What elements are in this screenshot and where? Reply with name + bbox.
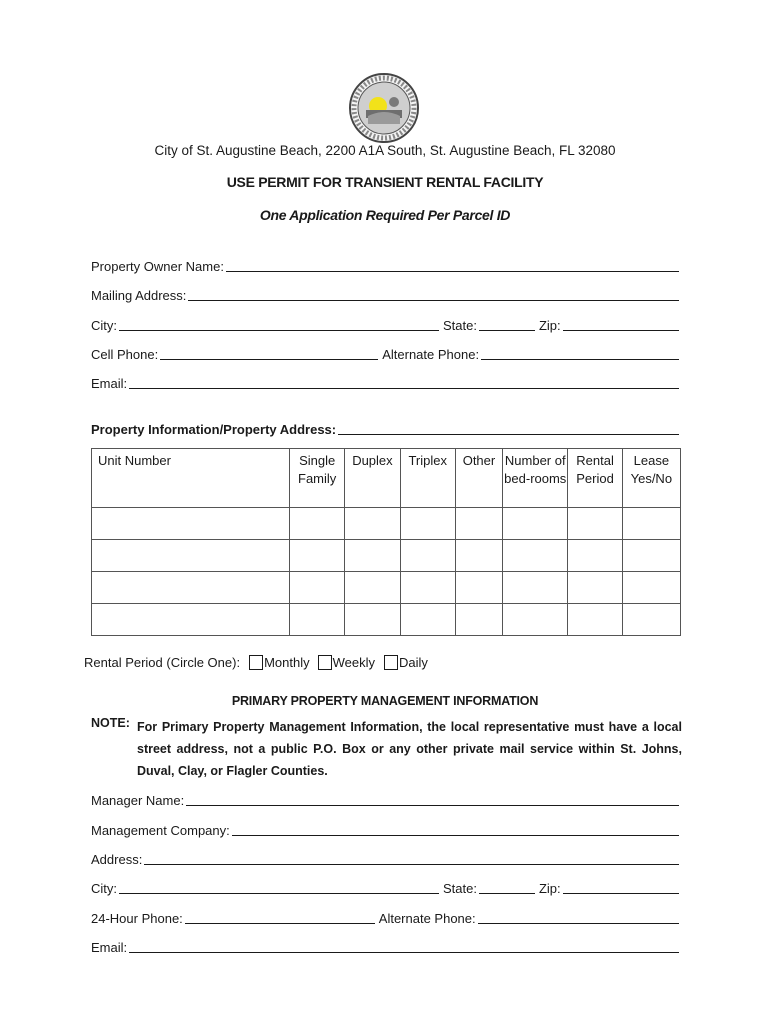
owner-email-label: Email: [91,376,128,391]
note-label: NOTE: [91,716,130,730]
daily-option-label: Daily [398,655,428,670]
weekly-checkbox[interactable] [318,655,332,670]
table-row [92,540,681,572]
mailing-address-field[interactable] [188,286,679,301]
lease-header: Lease Yes/No [622,449,680,508]
table-cell[interactable] [503,604,568,636]
management-company-row [91,820,679,838]
owner-zip-field[interactable] [563,316,679,331]
manager-address-field[interactable] [144,850,679,865]
table-cell[interactable] [503,508,568,540]
table-cell[interactable] [400,540,455,572]
owner-email-field[interactable] [129,374,679,389]
table-cell[interactable] [622,508,680,540]
table-cell[interactable] [400,572,455,604]
property-address-row [91,419,679,437]
table-cell[interactable] [568,508,622,540]
table-cell[interactable] [455,572,502,604]
manager-name-row [91,790,679,808]
monthly-checkbox[interactable] [249,655,263,670]
manager-state-label: State: [443,881,477,896]
city-address-line: City of St. Augustine Beach, 2200 A1A South, St. Augustine Beach, FL 32080 [154,143,616,158]
table-cell[interactable] [345,540,400,572]
manager-name-field[interactable] [186,791,679,806]
unit-table [91,448,681,636]
table-cell[interactable] [568,572,622,604]
manager-zip-label: Zip: [538,881,561,896]
table-cell[interactable] [455,604,502,636]
manager-name-label: Manager Name: [91,793,185,808]
table-cell[interactable] [92,508,290,540]
manager-address-label: Address: [91,852,143,867]
daily-checkbox[interactable] [384,655,398,670]
monthly-option-label: Monthly [264,655,310,670]
form-title: USE PERMIT FOR TRANSIENT RENTAL FACILITY [226,174,544,190]
table-cell[interactable] [92,540,290,572]
table-cell[interactable] [400,508,455,540]
table-cell[interactable] [568,604,622,636]
unit-number-header: Unit Number [92,449,290,508]
single-family-header: Single Family [290,449,345,508]
management-heading: PRIMARY PROPERTY MANAGEMENT INFORMATION [231,694,539,708]
table-cell[interactable] [92,572,290,604]
owner-phone-row [91,344,679,362]
table-cell[interactable] [92,604,290,636]
hour-phone-field[interactable] [185,909,375,924]
owner-zip-label: Zip: [538,318,561,333]
form-subtitle: One Application Required Per Parcel ID [259,207,511,223]
owner-name-row [91,256,679,274]
table-cell[interactable] [568,540,622,572]
mailing-address-row [91,285,679,303]
triplex-header: Triplex [400,449,455,508]
table-cell[interactable] [622,540,680,572]
table-cell[interactable] [290,508,345,540]
owner-city-field[interactable] [119,316,439,331]
table-cell[interactable] [290,540,345,572]
manager-address-row [91,849,679,867]
other-header: Other [455,449,502,508]
manager-city-label: City: [91,881,117,896]
table-cell[interactable] [622,572,680,604]
rental-period-row [84,655,428,670]
table-row [92,572,681,604]
owner-alt-phone-label: Alternate Phone: [382,347,480,362]
manager-email-row [91,937,679,955]
table-cell[interactable] [622,604,680,636]
owner-alt-phone-field[interactable] [481,345,679,360]
hour-phone-label: 24-Hour Phone: [91,911,183,926]
owner-state-field[interactable] [479,316,535,331]
owner-email-row [91,373,679,391]
manager-phone-row [91,908,679,926]
mailing-address-label: Mailing Address: [91,288,187,303]
manager-email-field[interactable] [129,938,679,953]
table-cell[interactable] [503,572,568,604]
manager-city-row [91,878,679,896]
management-company-field[interactable] [232,821,679,836]
manager-zip-field[interactable] [563,879,679,894]
owner-city-label: City: [91,318,117,333]
table-cell[interactable] [290,604,345,636]
property-address-field[interactable] [338,420,679,435]
table-cell[interactable] [290,572,345,604]
owner-name-field[interactable] [226,257,679,272]
owner-state-label: State: [443,318,477,333]
table-cell[interactable] [503,540,568,572]
manager-state-field[interactable] [479,879,535,894]
table-row [92,508,681,540]
city-seal-logo [348,72,420,144]
duplex-header: Duplex [345,449,400,508]
property-address-label: Property Information/Property Address: [91,422,337,437]
table-cell[interactable] [345,572,400,604]
table-cell[interactable] [345,508,400,540]
bedrooms-header: Number of bed-rooms [503,449,568,508]
manager-city-field[interactable] [119,879,439,894]
unit-table-header-row [92,449,681,508]
manager-alt-phone-field[interactable] [478,909,679,924]
owner-city-row [91,315,679,333]
table-row [92,604,681,636]
owner-name-label: Property Owner Name: [91,259,224,274]
rental-period-label: Rental Period (Circle One): [84,655,241,670]
note-text: For Primary Property Management Information, the local representative must have a local street address, not a public P.O. Box or any other private mail service within St. Johns, Duval, Clay, or Flagler Counties. [137,720,682,778]
cell-phone-field[interactable] [160,345,378,360]
manager-alt-phone-label: Alternate Phone: [378,911,476,926]
weekly-option-label: Weekly [332,655,375,670]
table-cell[interactable] [455,540,502,572]
table-cell[interactable] [455,508,502,540]
cell-phone-label: Cell Phone: [91,347,159,362]
management-company-label: Management Company: [91,823,230,838]
table-cell[interactable] [400,604,455,636]
table-cell[interactable] [345,604,400,636]
manager-email-label: Email: [91,940,128,955]
rental-period-header: Rental Period [568,449,622,508]
